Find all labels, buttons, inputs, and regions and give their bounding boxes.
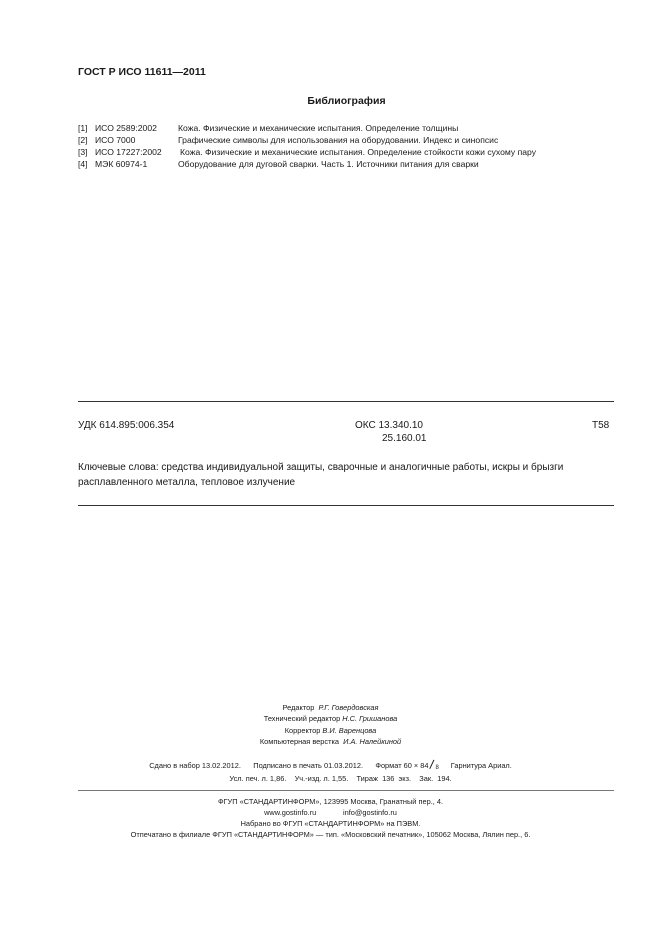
ref-code: ИСО 17227:2002 (95, 147, 162, 157)
ref-code: ИСО 7000 (95, 135, 136, 145)
divider-imprint (78, 790, 614, 791)
credit-name: Р.Г. Говердовская (318, 703, 379, 712)
ref-code: ИСО 2589:2002 (95, 123, 157, 133)
credit-layout (0, 737, 661, 746)
print-submitted: Сдано в набор 13.02.2012. (149, 760, 241, 770)
ref-text: Кожа. Физические и механические испытания. Определение стойкости кожи сухому пару (180, 147, 537, 157)
credit-name: Н.С. Гришанова (342, 714, 398, 723)
credit-tech-editor (0, 714, 661, 723)
divider-bottom (78, 505, 614, 506)
format-fraction: / 8 (428, 756, 439, 773)
document-code: ГОСТ Р ИСО 11611—2011 (78, 66, 206, 78)
ref-number: [3] (78, 147, 88, 157)
bibliography-item (78, 135, 498, 145)
udk-code: УДК 614.895:006.354 (78, 420, 175, 431)
oks-code-2: 25.160.01 (382, 433, 427, 444)
bibliography-item (78, 123, 458, 133)
print-signed: Подписано в печать 01.03.2012. (253, 760, 363, 770)
credit-proofreader (0, 726, 661, 735)
credit-label: Компьютерная верстка (259, 737, 339, 746)
oks-code-1: ОКС 13.340.10 (355, 420, 423, 431)
bibliography-item (78, 159, 479, 169)
publisher-email: info@gostinfo.ru (342, 808, 397, 817)
ref-text: Оборудование для дуговой сварки. Часть 1. Источники питания для сварки (178, 159, 479, 169)
print-info-line-1 (0, 756, 661, 773)
keywords: Ключевые слова: средства индивидуальной защиты, сварочные и аналогичные работы, искры и брызги расплавленного металла, тепловое излучение (78, 462, 564, 488)
ref-number: [1] (78, 123, 88, 133)
credit-name: В.И. Варенцова (322, 726, 377, 735)
publisher-printed: Отпечатано в филиале ФГУП «СТАНДАРТИНФОРМ» — тип. «Московский печатник», 105062 Москва, Лялин пер., 6. (130, 830, 531, 839)
credit-editor (0, 703, 661, 712)
publisher-website: www.gostinfo.ru (264, 808, 317, 817)
print-typeface: Гарнитура Ариал. (450, 760, 512, 770)
ref-number: [4] (78, 159, 88, 169)
credit-label: Технический редактор (263, 714, 341, 723)
publisher-typeset: Набрано во ФГУП «СТАНДАРТИНФОРМ» на ПЭВМ. (240, 819, 421, 828)
bibliography-title: Библиография (307, 95, 386, 107)
ref-number: [2] (78, 135, 88, 145)
print-format: Формат 60 × 84 (375, 760, 429, 770)
ref-text: Графические символы для использования на оборудовании. Индекс и синопсис (178, 135, 499, 145)
publisher-address: ФГУП «СТАНДАРТИНФОРМ», 123995 Москва, Гранатный пер., 4. (217, 797, 444, 806)
print-info-line-2: Усл. печ. л. 1,86. Уч.-изд. л. 1,55. Тираж 136 экз. Зак. 194. (229, 774, 452, 783)
category-code: Т58 (592, 420, 610, 431)
credit-name: И.А. Налейкиной (343, 737, 402, 746)
credit-label: Редактор (282, 703, 315, 712)
ref-text: Кожа. Физические и механические испытания. Определение толщины (178, 123, 459, 133)
credit-label: Корректор (284, 726, 321, 735)
bibliography-item (78, 147, 536, 157)
publisher-contacts (0, 808, 661, 817)
divider-top (78, 401, 614, 402)
ref-code: МЭК 60974-1 (95, 159, 148, 169)
